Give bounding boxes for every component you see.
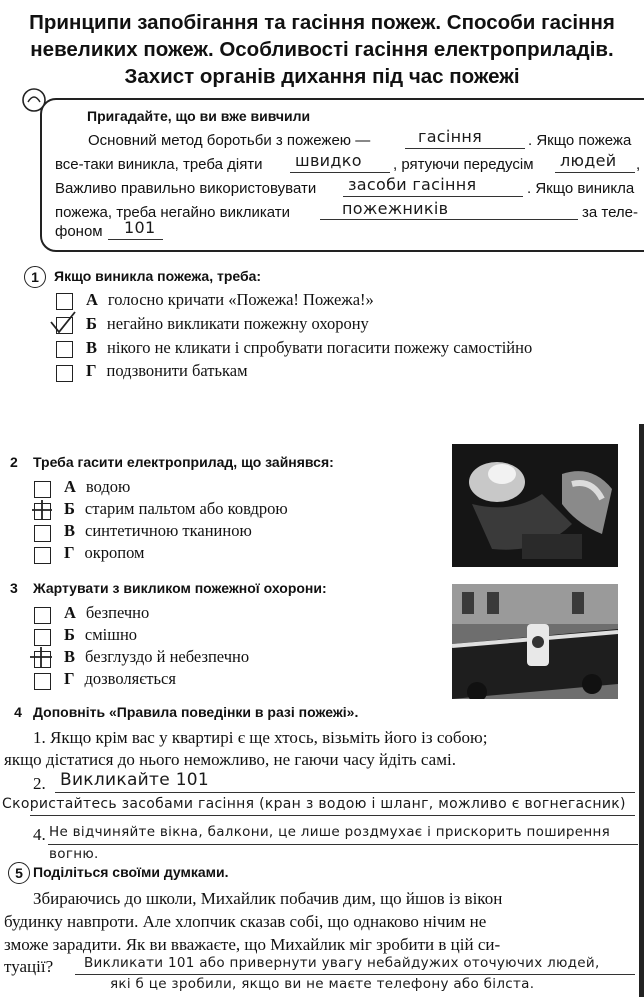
q3-option-d: Г дозволяється [64,669,176,688]
cross-mark-icon [30,498,54,522]
photo-burning-appliance [452,444,618,567]
q5-paragraph-line1: Збираючись до школи, Михайлик побачив дим, що йшов із вікон [33,889,503,908]
q1-option-b: Б негайно викликати пожежну охорону [86,314,369,333]
recall-line2-end: , [636,156,641,173]
q1-option-c-checkbox[interactable] [56,341,73,358]
q2-option-d: Г окропом [64,543,145,562]
recall-line2-mid: , рятуючи передусім [393,156,534,173]
q1-option-c: В нікого не кликати і спробувати погасити пожежу самостійно [86,338,533,357]
recall-answer-method: гасіння [418,127,483,146]
answer-line [55,792,635,793]
q4-rule1-line1: 1. Якщо крім вас у квартирі є ще хтось, візьміть його із собою; [33,728,488,747]
q5-answer-line1: Викликати 101 або привернути увагу небайдужих оточуючих людей, [84,955,600,971]
q2-option-a-checkbox[interactable] [34,481,51,498]
answer-line [48,844,638,845]
q4-rule4-number: 4. [33,825,46,844]
recall-line5-text: фоном [55,223,103,240]
q4-rule2-answer: Викликайте 101 [60,770,210,790]
q4-rule4-answer: Не відчиняйте вікна, балкони, це лише роздмухає і прискорить поширення [49,824,611,840]
recall-fill-line [108,239,163,240]
q2-option-d-checkbox[interactable] [34,547,51,564]
recall-line1-text: Основний метод боротьби з пожежею — [88,132,371,149]
q5-paragraph-line3: зможе зарадити. Як ви вважаєте, що Михайлик міг зробити в цій си- [4,935,501,954]
q5-paragraph-line4: туації? [4,957,54,976]
recall-answer-phone: 101 [124,218,156,237]
q4-title: Доповніть «Правила поведінки в разі пожежі». [33,704,359,720]
recall-fill-line [555,172,635,173]
q5-answer-line2: які б це зробили, якщо ви не маєте телефону або білста. [110,976,535,992]
title-line-1: Принципи запобігання та гасіння пожеж. Способи гасіння [29,11,615,34]
recall-line4-text: пожежа, треба негайно викликати [55,204,291,221]
q2-option-c: В синтетичною тканиною [64,521,252,540]
recall-line4-end: за теле- [582,204,639,221]
q4-rule4-answer-cont: вогню. [49,846,99,862]
recall-heading: Пригадайте, що ви вже вивчили [87,108,311,124]
q1-option-a: А голосно кричати «Пожежа! Пожежа!» [86,290,374,309]
q2-option-b: Б старим пальтом або ковдрою [64,499,288,518]
q3-option-a-checkbox[interactable] [34,607,51,624]
q3-option-c: В безглуздо й небезпечно [64,647,250,666]
recall-fill-line [405,148,525,149]
q3-option-b-checkbox[interactable] [34,629,51,646]
photo-fire-truck [452,584,618,699]
q3-option-a: А безпечно [64,603,150,622]
title-line-3: Захист органів дихання під час пожежі [124,65,520,88]
answer-line [75,974,635,975]
q4-rule3-answer: Скористайтесь засобами гасіння (кран з водою і шланг, можливо є вогнегасник) [2,796,626,812]
checkmark-icon [48,310,78,336]
page-edge-bar [639,424,644,997]
q2-number: 2 [10,454,18,470]
q3-option-d-checkbox[interactable] [34,673,51,690]
recall-line2-text: все-таки виникла, треба діяти [55,156,263,173]
recall-fill-line [320,219,578,220]
q2-option-a: А водою [64,477,131,496]
title-line-2: невеликих пожеж. Особливості гасіння електроприладів. [30,38,614,61]
recall-answer-firemen: пожежників [342,199,449,218]
q3-title: Жартувати з викликом пожежної охорони: [33,580,327,596]
q4-rule2-number: 2. [33,774,46,793]
recall-answer-means: засоби гасіння [348,175,477,194]
q1-option-d: Г подзвонити батькам [86,361,248,380]
recall-answer-people: людей [560,151,617,170]
q5-title: Поділіться своїми думками. [33,864,229,880]
q2-title: Треба гасити електроприлад, що зайнявся: [33,454,334,470]
q5-paragraph-line2: будинку навпроти. Але хлопчик сказав собі, що однаково нічим не [4,912,487,931]
recall-line1-end: . Якщо пожежа [528,132,632,149]
q4-rule1-line2: якщо дістатися до нього неможливо, не гаючи часу йдіть самі. [4,750,456,769]
recall-fill-line [343,196,523,197]
q2-option-c-checkbox[interactable] [34,525,51,542]
cross-mark-icon [28,645,54,669]
recall-icon [20,86,48,114]
recall-line3-text: Важливо правильно використовувати [55,180,317,197]
recall-fill-line [290,172,390,173]
q3-number: 3 [10,580,18,596]
recall-line3-end: . Якщо виникла [527,180,635,197]
q1-title: Якщо виникла пожежа, треба: [54,268,262,284]
q4-number: 4 [14,704,22,720]
q1-option-d-checkbox[interactable] [56,365,73,382]
q3-option-b: Б смішно [64,625,138,644]
q1-option-a-checkbox[interactable] [56,293,73,310]
q5-number: 5 [8,862,30,884]
recall-answer-speed: швидко [295,151,362,170]
answer-line [30,815,635,816]
q1-number: 1 [24,266,46,288]
